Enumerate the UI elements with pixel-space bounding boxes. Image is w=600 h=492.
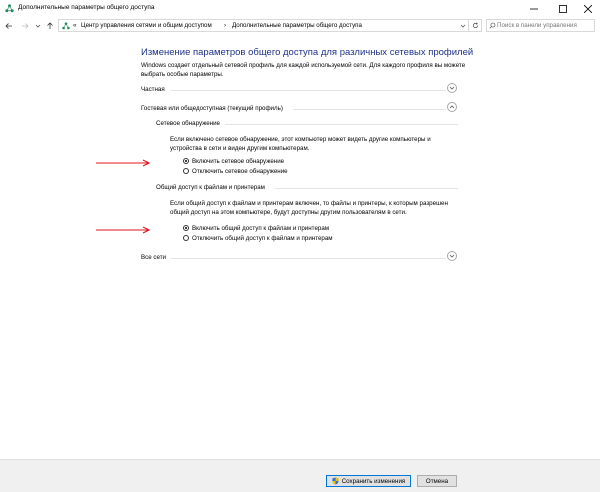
section-all-label: Все сети xyxy=(141,254,167,261)
arrow-right-icon xyxy=(21,22,29,30)
divider xyxy=(225,124,458,125)
discovery-on-option[interactable] xyxy=(183,157,284,165)
cancel-label: Отмена xyxy=(425,477,449,485)
annotation-arrow-icon xyxy=(96,225,152,235)
discovery-off-label[interactable]: Отключить сетевое обнаружение xyxy=(192,167,288,175)
sharing-off-option[interactable] xyxy=(183,234,333,242)
sharing-off-label[interactable]: Отключить общий доступ к файлам и принтерам xyxy=(192,234,333,242)
discovery-heading: Сетевое обнаружение xyxy=(156,120,221,127)
title-bar xyxy=(0,0,600,17)
footer-bar xyxy=(0,459,600,492)
section-guest-label: Гостевая или общедоступная (текущий профиль) xyxy=(141,105,283,112)
discovery-on-label[interactable]: Включить сетевое обнаружение xyxy=(192,157,285,165)
breadcrumb-separator[interactable]: › xyxy=(224,22,227,29)
chevron-down-icon xyxy=(449,85,455,91)
chevron-down-icon[interactable] xyxy=(460,23,466,29)
search-box[interactable] xyxy=(486,19,595,32)
back-button[interactable] xyxy=(4,20,14,32)
refresh-icon xyxy=(472,22,479,29)
expand-all-networks-button[interactable] xyxy=(447,251,457,261)
expand-private-button[interactable] xyxy=(447,83,457,93)
maximize-button[interactable] xyxy=(551,0,575,17)
intro-text: Windows создает отдельный сетевой профиль для каждой используемой сети. Для каждого профиля вы можете выбрать особые параметры. xyxy=(141,62,466,78)
discovery-off-radio[interactable] xyxy=(183,168,189,174)
refresh-button[interactable] xyxy=(469,19,482,32)
up-button[interactable] xyxy=(45,20,55,32)
discovery-description: Если включено сетевое обнаружение, этот компьютер может видеть другие компьютеры и устройства в сети и виден другим компьютерам. xyxy=(170,136,431,152)
section-all-networks[interactable] xyxy=(141,254,458,264)
address-bar xyxy=(0,17,600,35)
collapse-guest-button[interactable] xyxy=(447,102,457,112)
arrow-up-icon xyxy=(46,22,54,30)
address-field[interactable] xyxy=(58,19,469,32)
recent-locations-button[interactable] xyxy=(33,20,43,32)
network-icon xyxy=(5,4,14,13)
chevron-up-icon xyxy=(449,104,455,110)
close-button[interactable] xyxy=(576,0,600,17)
divider xyxy=(275,188,458,189)
breadcrumb-advanced-sharing[interactable]: Дополнительные параметры общего доступа xyxy=(232,22,362,29)
sharing-description: Если общий доступ к файлам и принтерам включен, то файлы и принтеры, к которым разрешен общий доступ на этом компьютере, будут доступны другим пользователям в сети. xyxy=(170,200,448,216)
maximize-icon xyxy=(559,5,567,13)
breadcrumb-overflow[interactable]: « xyxy=(73,22,77,29)
page-title: Изменение параметров общего доступа для различных сетевых профилей xyxy=(141,47,474,58)
divider xyxy=(171,258,446,259)
discovery-off-option[interactable] xyxy=(183,167,288,175)
sharing-heading: Общий доступ к файлам и принтерам xyxy=(156,184,265,191)
discovery-on-radio[interactable] xyxy=(183,158,189,164)
minimize-icon xyxy=(530,5,538,13)
sharing-on-radio[interactable] xyxy=(183,225,189,231)
annotation-arrow-icon xyxy=(96,158,152,168)
close-icon xyxy=(584,5,592,13)
divider xyxy=(293,109,446,110)
network-icon xyxy=(62,22,70,30)
section-private-label: Частная xyxy=(141,86,165,93)
sharing-on-option[interactable] xyxy=(183,224,329,232)
section-guest[interactable] xyxy=(141,105,458,115)
shield-icon xyxy=(332,477,339,485)
search-input[interactable] xyxy=(497,20,593,31)
sharing-on-label[interactable]: Включить общий доступ к файлам и принтерам xyxy=(192,224,330,232)
sharing-off-radio[interactable] xyxy=(183,235,189,241)
save-changes-label: Сохранить изменения xyxy=(341,477,406,485)
main-content xyxy=(0,35,600,459)
forward-button[interactable] xyxy=(20,20,30,32)
arrow-left-icon xyxy=(5,22,13,30)
save-changes-button[interactable] xyxy=(326,475,411,487)
window-title: Дополнительные параметры общего доступа xyxy=(18,4,155,11)
search-icon xyxy=(489,22,496,29)
breadcrumb-network-center[interactable]: Центр управления сетями и общим доступом xyxy=(81,22,212,29)
section-private[interactable] xyxy=(141,86,458,96)
chevron-down-icon xyxy=(35,23,41,29)
minimize-button[interactable] xyxy=(522,0,546,17)
divider xyxy=(171,90,446,91)
chevron-down-icon xyxy=(449,253,455,259)
cancel-button[interactable] xyxy=(417,475,457,487)
